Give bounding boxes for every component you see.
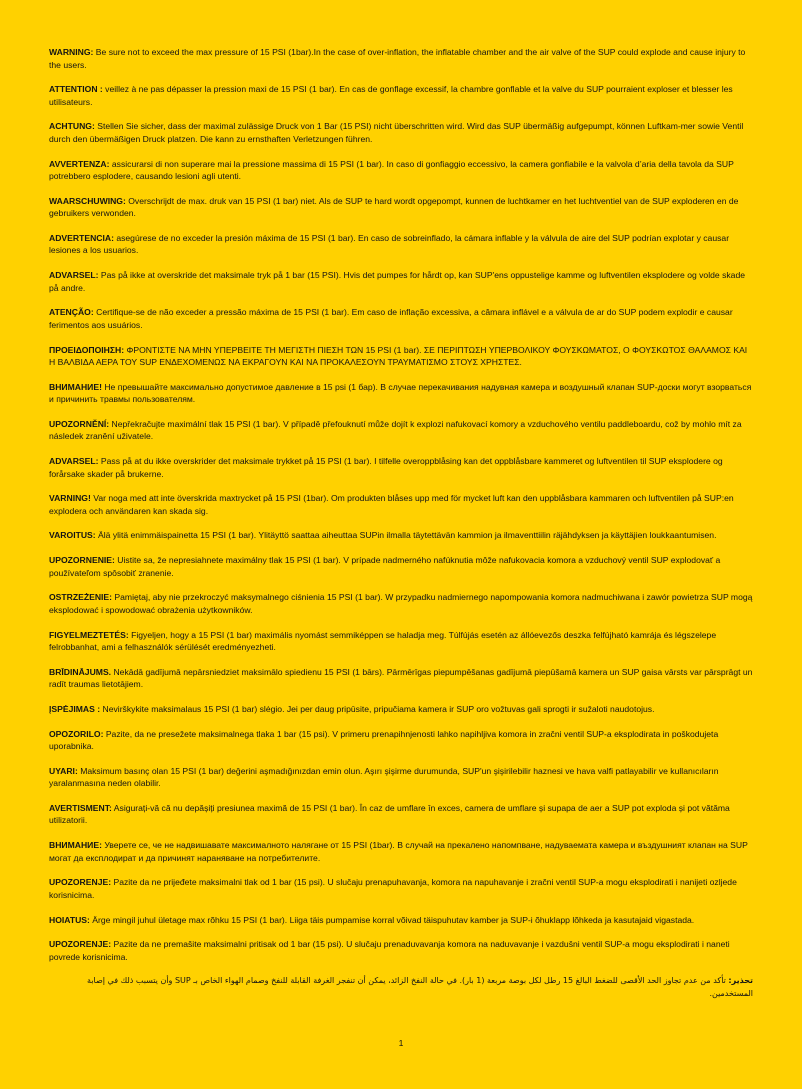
warning-label: VARNING! (49, 493, 91, 504)
warning-label: OPOZORILO: (49, 728, 104, 739)
warning-paragraph (49, 876, 754, 901)
warning-paragraph (49, 120, 754, 145)
warning-text: Var noga med att inte överskrida maxtrycket på 15 PSI (1bar). Om produkten blåses upp med för mycket luft kan den uppblåsbara kammaren och luftventilen på SUP:en explodera och användaren kan skada sig. (49, 493, 734, 516)
warning-label: ADVERTENCIA: (49, 232, 114, 243)
warning-paragraph (49, 666, 754, 691)
warning-label: VAROITUS: (49, 530, 96, 541)
warning-paragraph (49, 591, 754, 616)
warning-paragraph (49, 802, 754, 827)
warning-paragraph (49, 158, 754, 183)
warning-paragraph (49, 344, 754, 369)
warning-text: ΦΡΟΝΤΙΣΤΕ ΝΑ ΜΗΝ ΥΠΕΡΒΕΙΤΕ ΤΗ ΜΕΓΙΣΤΗ ΠΙΕΣΗ ΤΩΝ 15 PSI (1 bar). ΣΕ ΠΕΡΙΠΤΩΣΗ ΥΠΕΡΒΟΛΙΚΟΥ ΦΟΥΣΚΩΜΑΤΟΣ, Ο ΦΟΥΣΚΩΤΟΣ ΘΑΛΑΜΟΣ ΚΑΙ Η ΒΑΛΒΙΔΑ ΑΕΡΑ ΤΟΥ SUP ΕΝΔΕΧΟΜΕΝΩΣ ΝΑ ΕΚΡΑΓΟΥΝ ΚΑΙ ΝΑ ΠΡΟΚΑΛΕΣΟΥΝ ΤΡΑΥΜΑΤΙΣΜΟ ΣΤΟΥΣ ΧΡΗΣΤΕΣ. (49, 344, 748, 367)
warning-paragraph (49, 554, 754, 579)
warning-label: ВНИМАНИЕ! (49, 381, 102, 392)
warning-label: AVERTISMENT: (49, 802, 112, 813)
warning-label: UPOZORNENIE: (49, 555, 115, 566)
warning-paragraph (49, 381, 754, 406)
warning-paragraph (49, 195, 754, 220)
warning-label: ADVARSEL: (49, 456, 99, 467)
warning-text: Nevirškykite maksimalaus 15 PSI (1 bar) slėgio. Jei per daug pripūsite, pripučiama kamera ir SUP oro vožtuvas gali sprogti ir sužaloti naudotojus. (100, 703, 655, 714)
warning-paragraph (49, 83, 754, 108)
warning-label: ĮSPĖJIMAS : (49, 703, 101, 714)
warning-label: BRĪDINĀJUMS. (49, 666, 112, 677)
warning-text: Maksimum basınç olan 15 PSI (1 bar) değerini aşmadığınızdan emin olun. Aşırı şişirme durumunda, SUP'un şişirilebilir haznesi ve hava valfi patlayabilir ve kullanıcıların yaralanmasına neden olabilir. (49, 765, 719, 789)
warning-text: Certifique-se de não exceder a pressão máxima de 15 PSI (1 bar). Em caso de inflação excessiva, a câmara inflável e a válvula de ar do SUP podem explodir e causar ferimentos aos usuários. (49, 307, 733, 330)
warning-text: Pazite da ne prijeđete maksimalni tlak od 1 bar (15 psi). U slučaju prenapuhavanja, komora na napuhavanje i zračni ventil SUP-a mogu eksplodirati i nanijeti ozljede korisnicima. (49, 877, 737, 900)
warning-text: Figyeljen, hogy a 15 PSI (1 bar) maximális nyomást semmiképpen se haladja meg. Túlfújás esetén az állóevezős deszka felfújható kamrája és légszelepe felrobbanhat, ami a felhasználók sérülését eredményezheti. (49, 629, 717, 652)
warning-text: Overschrijdt de max. druk van 15 PSI (1 bar) niet. Als de SUP te hard wordt opgepompt, kunnen de luchtkamer en het luchtventiel van de SUP exploderen en de gebruikers verwonden. (49, 195, 739, 219)
warning-label: AVVERTENZA: (49, 158, 110, 169)
warning-text: تأكد من عدم تجاوز الحد الأقصى للضغط البالغ 15 رطل لكل بوصة مربعة (1 بار). في حالة النفخ الزائد، يمكن أن تنفجر الغرفة القابلة للنفخ وصمام الهواء الخاص بـ SUP وأن يتسبب ذلك في إصابة المستخدمين. (87, 976, 753, 998)
warning-text: veillez à ne pas dépasser la pression maxi de 15 PSI (1 bar). En cas de gonflage excessif, la chambre gonflable et la valve du SUP pourraient exploser et blesser les utilisateurs. (49, 84, 733, 107)
warning-text: Pas på ikke at overskride det maksimale tryk på 1 bar (15 PSI). Hvis det pumpes for hårdt op, kan SUP'ens oppustelige kamme og luftventilen eksplodere og volde skade på andre. (49, 270, 746, 293)
warning-text: Be sure not to exceed the max pressure of 15 PSI (1bar).In the case of over-inflation, the inflatable chamber and the air valve of the SUP could explode and cause injury to the users. (49, 47, 746, 70)
warning-text: Pamiętaj, aby nie przekroczyć maksymalnego ciśnienia 15 PSI (1 bar). W przypadku nadmiernego napompowania komora nadmuchiwana i zawór powietrza SUP mogą eksplodować i spowodować obrażenia użytkowników. (49, 592, 753, 615)
warning-arabic (49, 975, 754, 1000)
warning-text: Asigurați-vă că nu depășiți presiunea maximă de 15 PSI (1 bar). În caz de umflare în exces, camera de umflare și supapa de aer a SUP pot exploda și pot vătăma utilizatorii. (49, 802, 730, 826)
warning-label: HOIATUS: (49, 914, 90, 925)
warning-paragraph (49, 455, 754, 480)
warning-paragraph (49, 269, 754, 294)
warning-label: WARNING: (49, 47, 94, 57)
warning-paragraph (49, 914, 754, 927)
warning-label: UPOZORNĚNÍ: (49, 418, 110, 429)
warning-label: UPOZORENJE: (49, 939, 112, 950)
warning-text: Nekādā gadījumā nepārsniedziet maksimālo spiedienu 15 PSI (1 bārs). Pārmērīgas piepumpēšanas gadījumā piepūšamā kamera un SUP gaisa vārsts var pārsprāgt un radīt traumas lietotājiem. (49, 666, 753, 690)
warning-label: ATENÇÃO: (49, 307, 94, 318)
warning-label: OSTRZEŻENIE: (49, 592, 113, 603)
warning-text: Не превышайте максимально допустимое давление в 15 psi (1 бар). В случае перекачивания надувная камера и воздушный клапан SUP-доски могут взорваться и причинить травмы пользователям. (49, 381, 752, 405)
warning-label: ADVARSEL: (49, 270, 99, 281)
warning-paragraph (49, 703, 754, 716)
warning-text: Uistite sa, že nepresiahnete maximálny tlak 15 PSI (1 bar). V prípade nadmerného nafúknutia môže nafukovacia komora a vzduchový ventil SUP explodovať a používateľom spôsobiť zranenie. (49, 555, 721, 578)
warning-label: FIGYELMEZTETÉS: (49, 629, 129, 640)
warning-label: ATTENTION : (49, 84, 103, 95)
warning-paragraph (49, 728, 754, 753)
warning-text: Nepřekračujte maximální tlak 15 PSI (1 bar). V případě přefouknutí může dojít k explozi nafukovací komory a vzduchového ventilu paddleboardu, což by mohlo mít za následek zranění uživatele. (49, 418, 742, 442)
warning-text: asegúrese de no exceder la presión máxima de 15 PSI (1 bar). En caso de sobreinflado, la cámara inflable y la válvula de aire del SUP podrían explotar y causar lesiones a los usuarios. (49, 232, 730, 256)
warning-label: UYARI: (49, 765, 78, 776)
warning-text: Уверете се, че не надвишавате максималното налягане от 15 PSI (1bar). В случай на прекалено напомпване, надуваемата камера и въздушният клапан на SUP могат да експлодират и да причинят нараняване на потребителите. (49, 840, 748, 863)
warning-paragraph (49, 938, 754, 963)
page-number: 1 (398, 1038, 404, 1048)
warning-text: Pazite, da ne presežete maksimalnega tlaka 1 bar (15 psi). V primeru prenapihnjenosti lahko napihljiva komora in zračni ventil SUP-a eksplodirata in poškodujeta uporabnika. (49, 728, 719, 752)
warning-text: assicurarsi di non superare mai la pressione massima di 15 PSI (1 bar). In caso di gonfiaggio eccessivo, la camera gonfiabile e la valvola d’aria della tavola da SUP potrebbero esplodere, causando lesioni agli utenti. (49, 158, 734, 182)
warning-text: Stellen Sie sicher, dass der maximal zulässige Druck von 1 Bar (15 PSI) nicht überschritten wird. Wird das SUP übermäßig aufgepumpt, können Luftkam-mer sowie Ventil durch den übermäßigen Druck platzen. Die kann zu ernsthaften Verletzungen führen. (49, 121, 744, 144)
warning-paragraph (49, 306, 754, 331)
warning-text: Pass på at du ikke overskrider det maksimale trykket på 15 PSI (1 bar). I tilfelle overoppblåsing kan det oppblåsbare kammeret og luftventilen til SUP eksplodere og forårsake skader på brukerne. (49, 456, 723, 479)
warning-label: ACHTUNG: (49, 121, 95, 132)
warning-label: UPOZORENJE: (49, 877, 112, 888)
warning-text: Älä ylitä enimmäispainetta 15 PSI (1 bar). Ylitäyttö saattaa aiheuttaa SUPin ilmalla täytettävän kammion ja ilmaventtiilin räjähdyksen ja käyttäjien loukkaantumisen. (95, 530, 717, 541)
warning-paragraph (49, 839, 754, 864)
warning-label: ВНИМАНИЕ: (49, 840, 102, 851)
warning-paragraph (49, 46, 754, 71)
warning-label: WAARSCHUWING: (49, 195, 126, 206)
warning-paragraph (49, 629, 754, 654)
warning-paragraph (49, 765, 754, 790)
warning-paragraph (49, 232, 754, 257)
warnings-list (49, 46, 754, 963)
warning-paragraph (49, 418, 754, 443)
warning-text: Ärge mingil juhul ületage max rõhku 15 PSI (1 bar). Liiga täis pumpamise korral võivad täispuhutav kamber ja SUP-i õhuklapp lõhkeda ja kasutajaid vigastada. (89, 914, 695, 925)
warning-paragraph (49, 492, 754, 517)
warning-paragraph (49, 529, 754, 542)
warning-label: ΠΡΟΕΙΔΟΠΟΙΗΣΗ: (49, 344, 125, 355)
warning-text: Pazite da ne premašite maksimalni pritisak od 1 bar (15 psi). U slučaju prenaduvavanja komora na naduvavanje i vazdušni ventil SUP-a mogu eksplodirati i naneti povrede korisnicima. (49, 939, 730, 962)
warning-label: تحذير: (728, 976, 753, 986)
